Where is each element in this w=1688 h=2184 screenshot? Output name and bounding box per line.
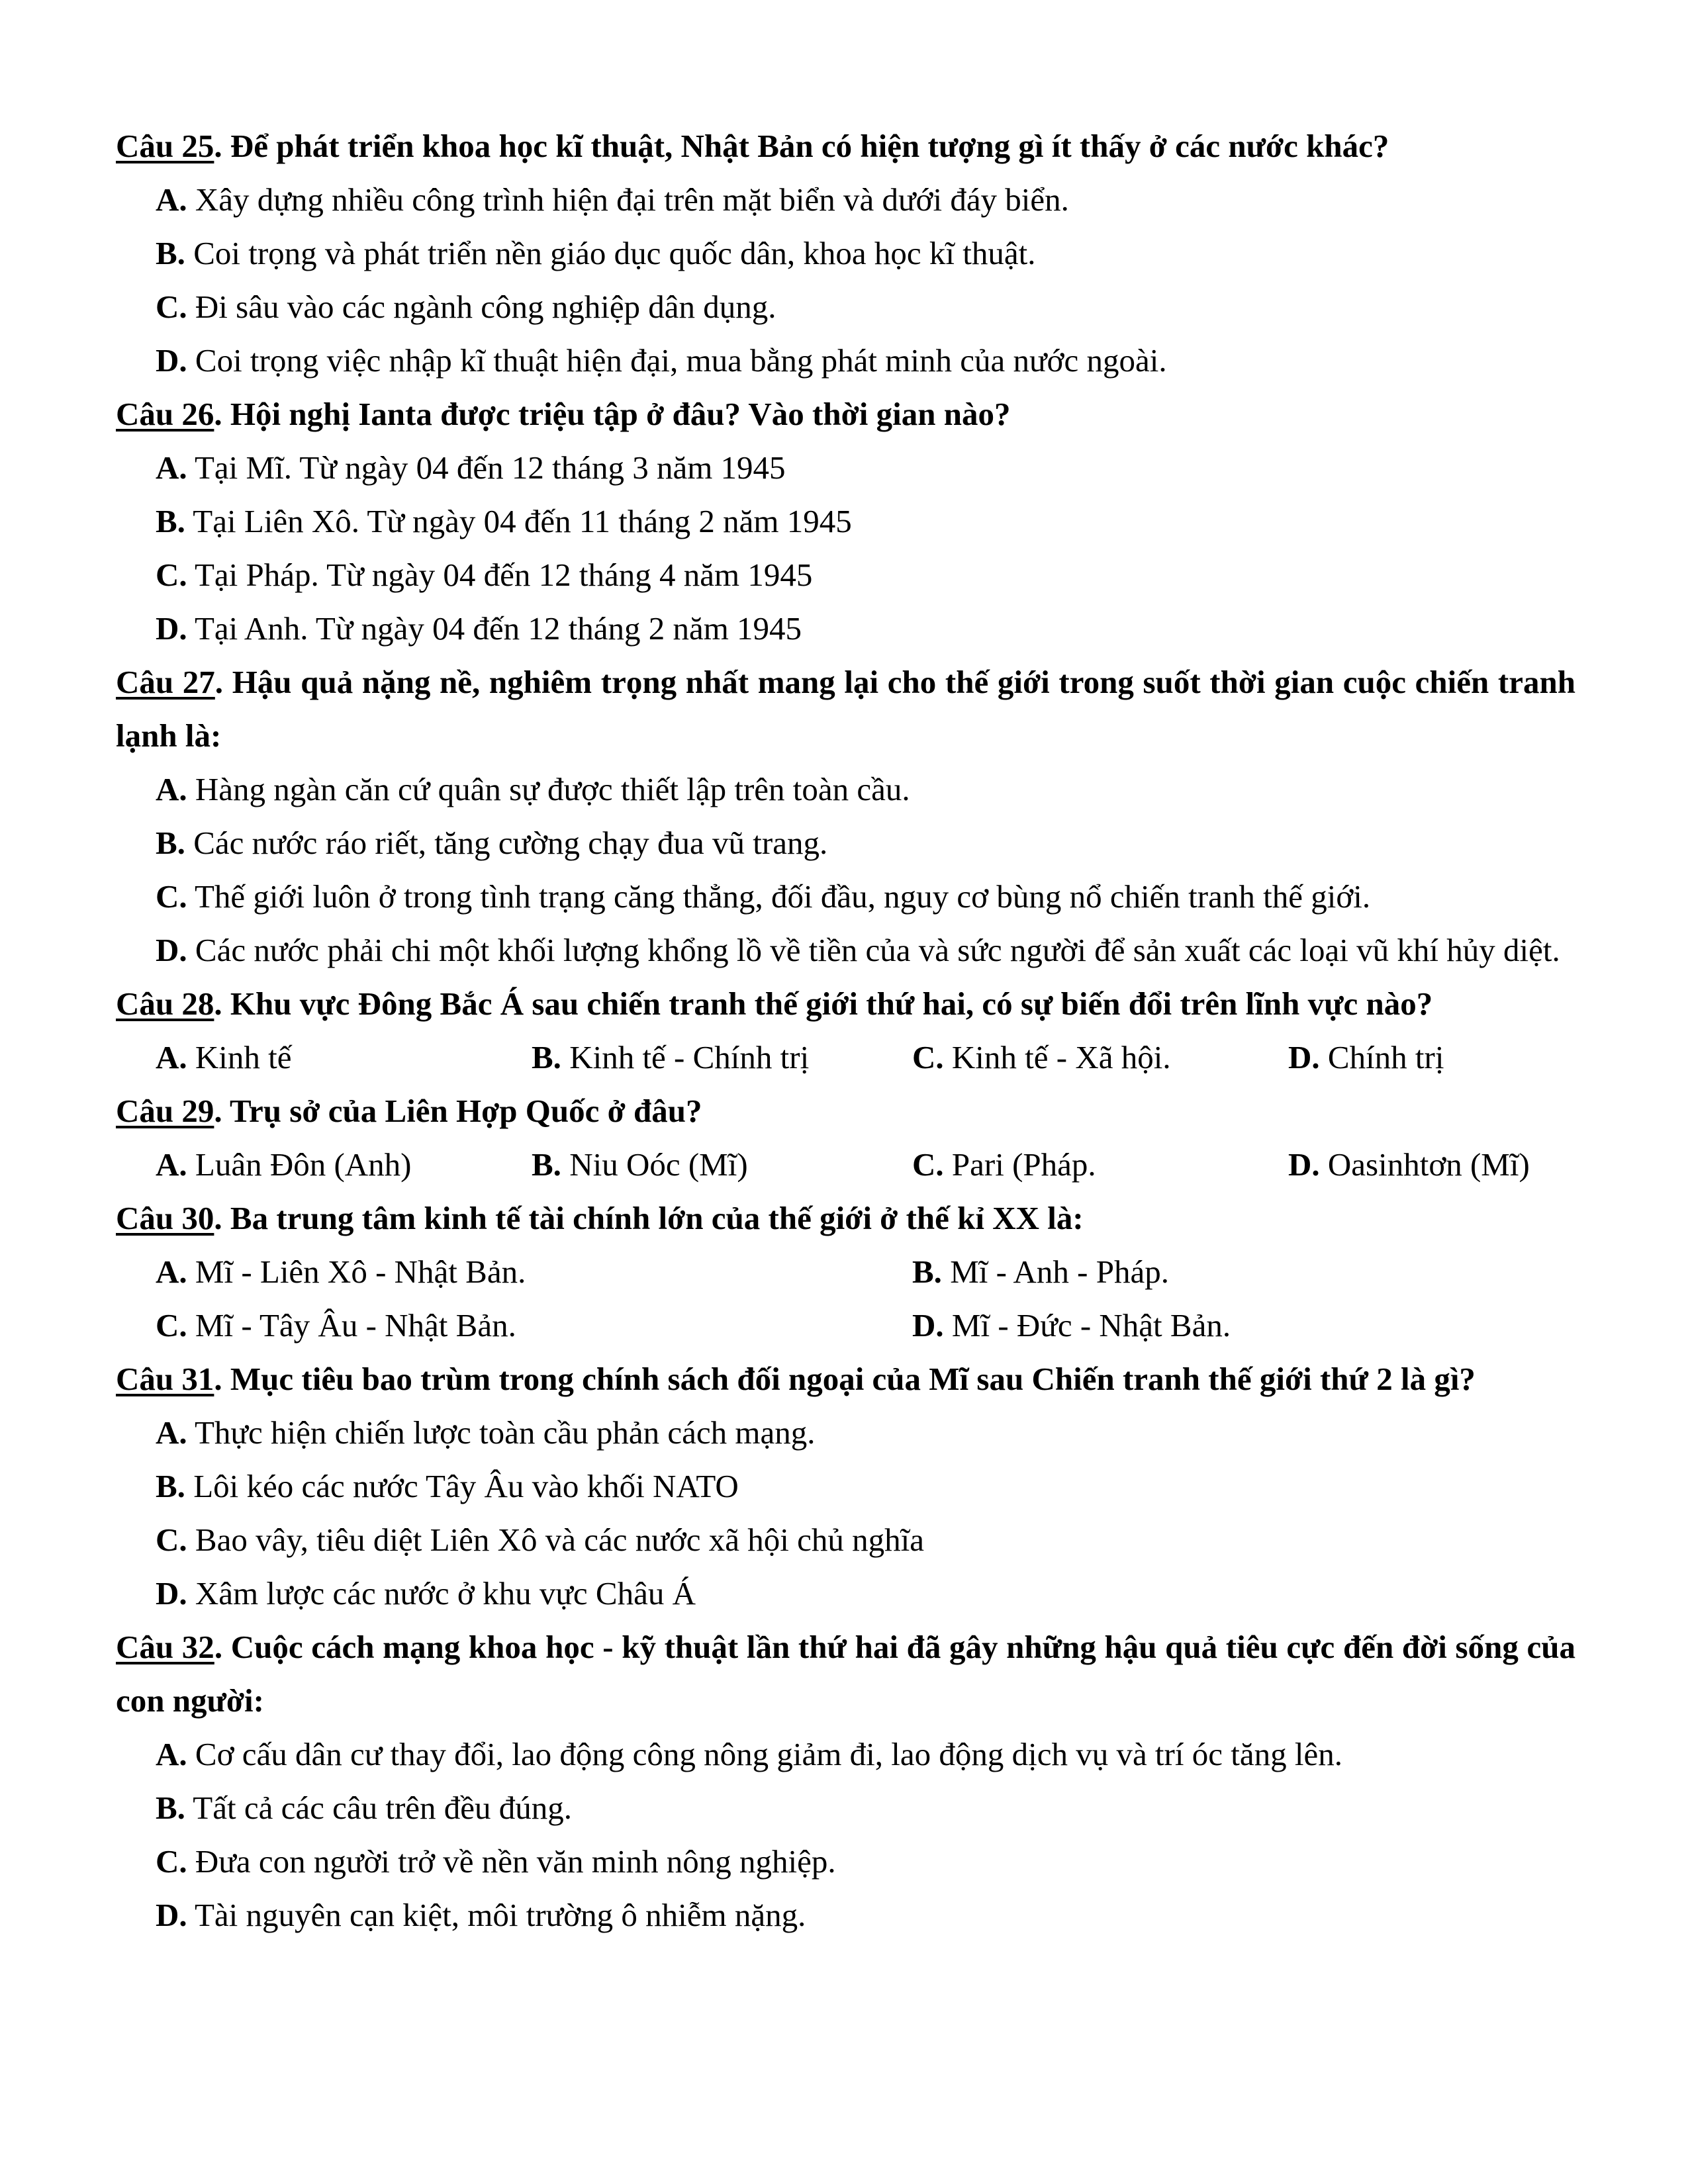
question-text: . Mục tiêu bao trùm trong chính sách đối ngoại của Mĩ sau Chiến tranh thế giới thứ 2 là gì? xyxy=(214,1361,1476,1397)
option-a: A. Tại Mĩ. Từ ngày 04 đến 12 tháng 3 năm 1945 xyxy=(156,449,786,486)
question-text: . Khu vực Đông Bắc Á sau chiến tranh thế giới thứ hai, có sự biến đổi trên lĩnh vực nào? xyxy=(214,985,1433,1022)
question-stem xyxy=(116,1191,1575,1245)
question-number: Câu 26 xyxy=(116,396,214,432)
question-text: . Trụ sở của Liên Hợp Quốc ở đâu? xyxy=(214,1093,702,1129)
question-text: . Để phát triển khoa học kĩ thuật, Nhật Bản có hiện tượng gì ít thấy ở các nước khác? xyxy=(214,128,1389,164)
option-a: A. Xây dựng nhiều công trình hiện đại trên mặt biển và dưới đáy biển. xyxy=(156,181,1069,218)
option-d: D. Tại Anh. Từ ngày 04 đến 12 tháng 2 năm 1945 xyxy=(156,610,802,647)
question-29 xyxy=(116,1084,1575,1191)
options-row xyxy=(116,1030,1575,1084)
question-stem xyxy=(116,387,1575,441)
option-c: C. Bao vây, tiêu diệt Liên Xô và các nước xã hội chủ nghĩa xyxy=(156,1522,924,1558)
option-d: D. Chính trị xyxy=(1288,1039,1444,1075)
option-b: B. Lôi kéo các nước Tây Âu vào khối NATO xyxy=(156,1468,739,1504)
options-row xyxy=(116,1138,1575,1191)
option-a: A. Luân Đôn (Anh) xyxy=(156,1146,412,1183)
question-number: Câu 29 xyxy=(116,1093,214,1129)
question-stem xyxy=(116,1352,1575,1406)
question-number: Câu 31 xyxy=(116,1361,214,1397)
option-d: D. Các nước phải chi một khối lượng khổng lồ về tiền của và sức người để sản xuất các loại vũ khí hủy diệt. xyxy=(156,932,1560,968)
question-stem xyxy=(116,1084,1575,1138)
option-b: B. Coi trọng và phát triển nền giáo dục quốc dân, khoa học kĩ thuật. xyxy=(156,235,1036,271)
question-text: . Hội nghị Ianta được triệu tập ở đâu? Vào thời gian nào? xyxy=(214,396,1011,432)
question-number: Câu 32 xyxy=(116,1629,214,1665)
question-stem xyxy=(116,977,1575,1030)
question-32 xyxy=(116,1620,1575,1942)
question-26 xyxy=(116,387,1575,655)
option-c: C. Kinh tế - Xã hội. xyxy=(912,1039,1171,1075)
option-b: B. Tất cả các câu trên đều đúng. xyxy=(156,1790,573,1826)
option-b: B. Niu Oóc (Mĩ) xyxy=(532,1146,748,1183)
question-31 xyxy=(116,1352,1575,1620)
option-b: B. Các nước ráo riết, tăng cường chạy đua vũ trang. xyxy=(156,825,828,861)
question-stem xyxy=(116,1620,1575,1727)
option-a: A. Mĩ - Liên Xô - Nhật Bản. xyxy=(156,1253,526,1290)
options-row xyxy=(116,1245,1575,1298)
question-stem xyxy=(116,119,1575,173)
option-a: A. Thực hiện chiến lược toàn cầu phản cách mạng. xyxy=(156,1414,816,1451)
option-c: C. Pari (Pháp. xyxy=(912,1146,1096,1183)
option-c: C. Đưa con người trở về nền văn minh nông nghiệp. xyxy=(156,1843,836,1880)
option-a: A. Kinh tế xyxy=(156,1039,292,1075)
options-row xyxy=(116,1298,1575,1352)
option-c: C. Mĩ - Tây Âu - Nhật Bản. xyxy=(156,1307,516,1343)
option-d: D. Xâm lược các nước ở khu vực Châu Á xyxy=(156,1575,696,1612)
question-number: Câu 28 xyxy=(116,985,214,1022)
option-b: B. Kinh tế - Chính trị xyxy=(532,1039,810,1075)
question-number: Câu 27 xyxy=(116,664,215,700)
option-c: C. Thế giới luôn ở trong tình trạng căng thẳng, đối đầu, nguy cơ bùng nổ chiến tranh thế giới. xyxy=(156,878,1371,915)
question-text: . Hậu quả nặng nề, nghiêm trọng nhất mang lại cho thế giới trong suốt thời gian cuộc chiến tranh lạnh là: xyxy=(116,664,1575,754)
question-number: Câu 25 xyxy=(116,128,214,164)
question-text: . Ba trung tâm kinh tế tài chính lớn của thế giới ở thế kỉ XX là: xyxy=(214,1200,1084,1236)
question-text: . Cuộc cách mạng khoa học - kỹ thuật lần thứ hai đã gây những hậu quả tiêu cực đến đời sống của con người: xyxy=(116,1629,1576,1719)
question-28 xyxy=(116,977,1575,1084)
question-30 xyxy=(116,1191,1575,1352)
option-a: A. Hàng ngàn căn cứ quân sự được thiết lập trên toàn cầu. xyxy=(156,771,910,807)
option-d: D. Mĩ - Đức - Nhật Bản. xyxy=(912,1307,1231,1343)
option-d: D. Coi trọng việc nhập kĩ thuật hiện đại, mua bằng phát minh của nước ngoài. xyxy=(156,342,1167,379)
option-b: B. Tại Liên Xô. Từ ngày 04 đến 11 tháng 2 năm 1945 xyxy=(156,503,852,539)
option-d: D. Oasinhtơn (Mĩ) xyxy=(1288,1146,1530,1183)
option-a: A. Cơ cấu dân cư thay đổi, lao động công nông giảm đi, lao động dịch vụ và trí óc tăng lên. xyxy=(156,1736,1342,1772)
question-stem xyxy=(116,655,1575,762)
question-number: Câu 30 xyxy=(116,1200,214,1236)
option-d: D. Tài nguyên cạn kiệt, môi trường ô nhiễm nặng. xyxy=(156,1897,806,1933)
option-c: C. Đi sâu vào các ngành công nghiệp dân dụng. xyxy=(156,289,776,325)
question-25 xyxy=(116,119,1575,387)
option-c: C. Tại Pháp. Từ ngày 04 đến 12 tháng 4 năm 1945 xyxy=(156,557,813,593)
option-b: B. Mĩ - Anh - Pháp. xyxy=(912,1253,1169,1290)
question-27 xyxy=(116,655,1575,977)
